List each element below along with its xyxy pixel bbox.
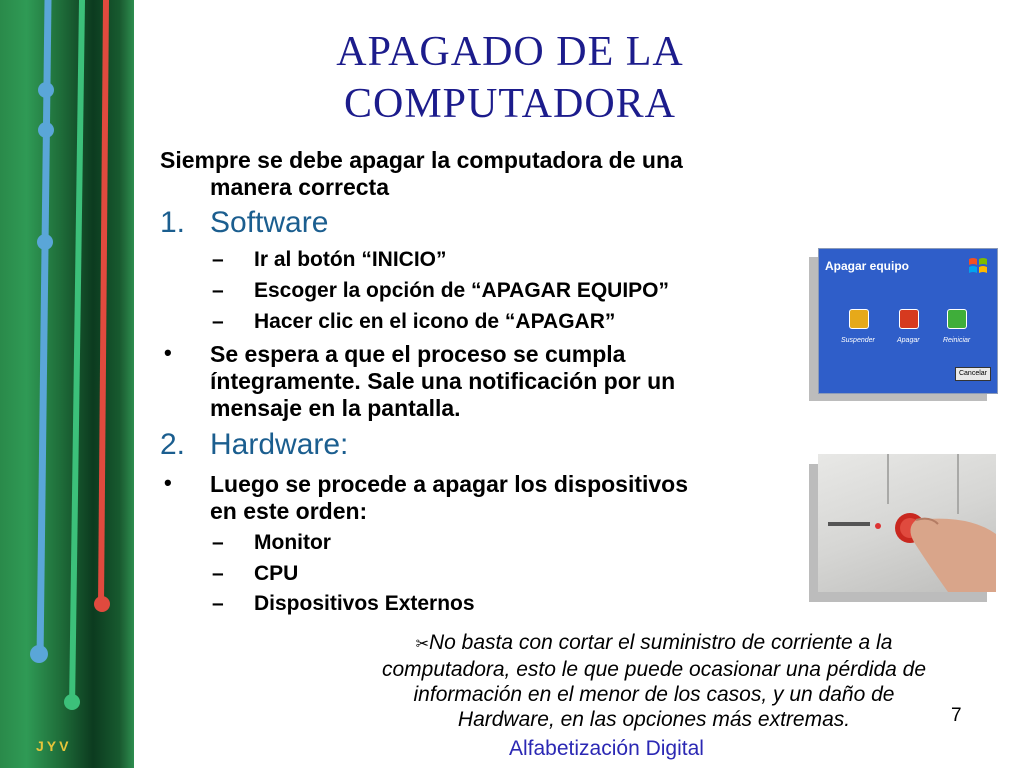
dash-bullet: – xyxy=(212,279,224,302)
intro-line-2: manera correcta xyxy=(210,174,389,200)
bullet-dot: • xyxy=(164,340,172,365)
dash-bullet: – xyxy=(212,562,224,585)
dash-bullet: – xyxy=(212,248,224,271)
note-line-1: ✂No basta con cortar el suministro de corriente a la xyxy=(415,631,893,654)
hardware-step-3: Dispositivos Externos xyxy=(254,592,475,615)
intro-line-1: Siempre se debe apagar la computadora de una xyxy=(160,147,683,173)
software-step-3: Hacer clic en el icono de “APAGAR” xyxy=(254,310,616,333)
dash-bullet: – xyxy=(212,531,224,554)
power-icon xyxy=(899,309,919,329)
scissors-icon: ✂ xyxy=(415,636,429,653)
section-1-number: 1. xyxy=(160,206,186,239)
decorative-needles-graphic xyxy=(0,0,133,768)
bullet-dot: • xyxy=(164,470,172,495)
footer-title: Alfabetización Digital xyxy=(509,737,704,760)
shutdown-label: Apagar xyxy=(897,337,920,344)
dialog-title: Apagar equipo xyxy=(825,259,910,273)
note-line-3: información en el menor de los casos, y un daño de xyxy=(413,683,895,706)
software-bullet-line-2: íntegramente. Sale una notificación por un xyxy=(210,368,676,394)
restart-icon xyxy=(947,309,967,329)
note-line-2: computadora, esto le que puede ocasionar una pérdida de xyxy=(381,658,927,681)
slide-title xyxy=(270,26,750,130)
hardware-step-2: CPU xyxy=(254,562,299,585)
dash-bullet: – xyxy=(212,310,224,333)
hardware-step-1: Monitor xyxy=(254,531,331,554)
shutdown-dialog-image xyxy=(818,248,998,394)
software-step-2: Escoger la opción de “APAGAR EQUIPO” xyxy=(254,279,670,302)
windows-logo-icon xyxy=(967,255,989,277)
title-line-1: APAGADO DE LA xyxy=(336,29,684,75)
dash-bullet: – xyxy=(212,592,224,615)
software-bullet-line-3: mensaje en la pantalla. xyxy=(210,395,461,421)
standby-label: Suspender xyxy=(841,337,875,344)
pointing-hand-icon xyxy=(818,454,996,592)
hardware-bullet-line-1: Luego se procede a apagar los dispositivos xyxy=(210,471,689,497)
author-initials: JYV xyxy=(36,738,72,754)
title-line-2: COMPUTADORA xyxy=(343,81,676,127)
restart-label: Reiniciar xyxy=(943,337,971,344)
software-bullet-line-1: Se espera a que el proceso se cumpla xyxy=(210,341,626,367)
standby-icon xyxy=(849,309,869,329)
note-paragraph xyxy=(320,630,988,732)
hardware-bullet-line-2: en este orden: xyxy=(210,498,368,524)
section-1-heading: Software xyxy=(210,206,329,239)
note-line-4: Hardware, en las opciones más extremas. xyxy=(457,708,851,731)
page-number: 7 xyxy=(951,705,962,726)
cancel-button: Cancelar xyxy=(955,367,991,381)
section-2-number: 2. xyxy=(160,428,186,461)
software-step-1: Ir al botón “INICIO” xyxy=(254,248,447,271)
section-2-heading: Hardware: xyxy=(210,428,349,461)
power-button-photo xyxy=(818,454,996,592)
